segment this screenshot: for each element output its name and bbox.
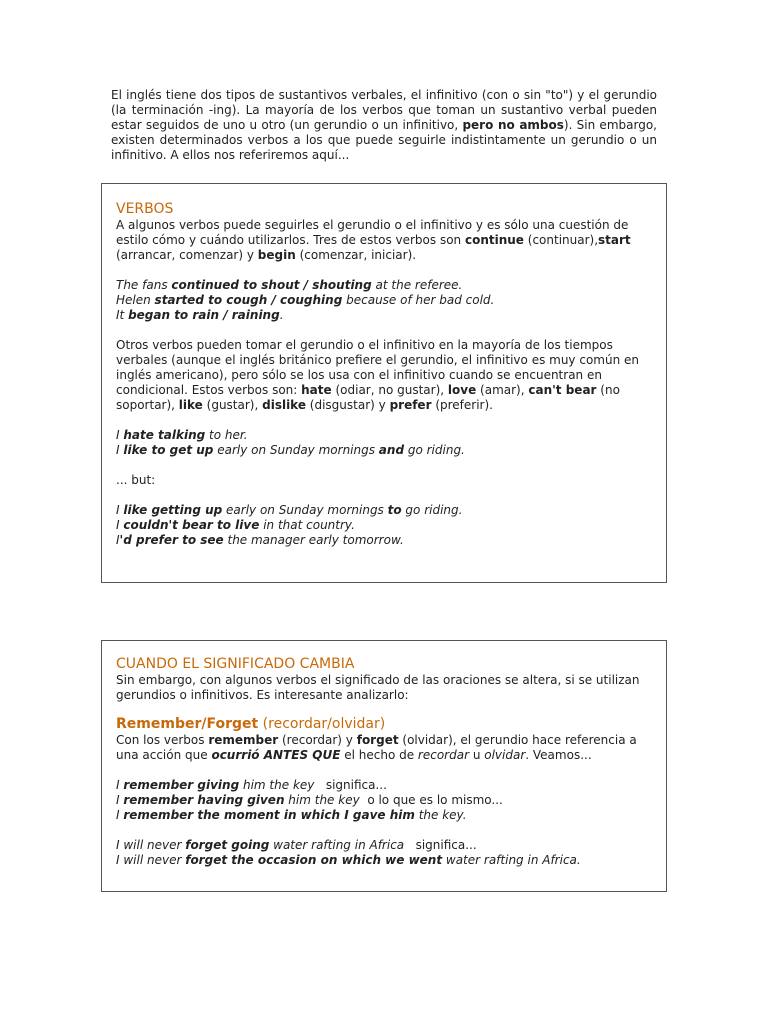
- text: I: [116, 808, 124, 822]
- example-verb: couldn't bear to live: [123, 518, 260, 532]
- significado-paragraph-1: Sin embargo, con algunos verbos el significado de las oraciones se altera, si se utilizan gerundios o infinitivos. Es interesante analizarlo:: [116, 673, 640, 702]
- example-line: [116, 428, 654, 443]
- text: (odiar, no gustar),: [331, 383, 448, 397]
- text: . Veamos...: [525, 748, 592, 762]
- verbos-box: [101, 183, 667, 583]
- example-line: [116, 808, 654, 823]
- text: Otros verbos pueden tomar el gerundio o el infinitivo en la mayoría de los tiempos verbales (aunque el inglés británico prefiere el gerundio, el infinitivo es muy común en inglés americano), pero sólo se los usa con el infinitivo cuando se encuentran en condicional. Estos verbos son:: [116, 338, 639, 397]
- example-line: [116, 778, 654, 793]
- example-verb: 'd prefer to see: [119, 533, 224, 547]
- verbos-paragraph-2: [116, 338, 654, 413]
- example-verb: began to rain / raining: [128, 308, 280, 322]
- text: (preferir).: [431, 398, 493, 412]
- text: I: [116, 533, 120, 547]
- text: go riding.: [404, 443, 465, 457]
- significado-paragraph-2: [116, 733, 654, 763]
- example-line: [116, 293, 654, 308]
- text: The fans: [116, 278, 172, 292]
- text: (amar),: [476, 383, 529, 397]
- text: the manager early tomorrow.: [223, 533, 404, 547]
- text: I: [116, 793, 124, 807]
- text: I will never: [116, 853, 186, 867]
- verb-dislike: dislike: [262, 398, 306, 412]
- text: (disgustar) y: [305, 398, 390, 412]
- text: el hecho de: [340, 748, 418, 762]
- example-line: [116, 503, 654, 518]
- text: I: [116, 518, 124, 532]
- example-verb: remember the moment in which I gave him: [123, 808, 415, 822]
- example-line: [116, 853, 654, 868]
- text: water rafting in Africa: [269, 838, 405, 852]
- text: (recordar) y: [278, 733, 357, 747]
- intro-emphasis: pero no ambos: [462, 118, 564, 132]
- example-line: [116, 518, 654, 533]
- verb-begin: begin: [257, 248, 296, 262]
- text: It: [116, 308, 129, 322]
- text: .: [279, 308, 284, 322]
- remember-forget-heading: [116, 715, 654, 733]
- verb-start: start: [598, 233, 631, 247]
- example-verb: forget going: [185, 838, 270, 852]
- example-connector: and: [378, 443, 405, 457]
- text: to her.: [205, 428, 248, 442]
- text: early on Sunday mornings: [213, 443, 379, 457]
- significado-box: [101, 640, 667, 892]
- example-line: [116, 278, 654, 293]
- verb-like: like: [178, 398, 203, 412]
- text: I: [116, 503, 124, 517]
- text: I: [116, 778, 124, 792]
- intro-text: El inglés tiene dos tipos de sustantivos verbales, el infinitivo (con o sin "to") y el gerundio (la terminación -ing). La mayoría de los verbos que toman un sustantivo verbal pueden estar seguidos de uno u otro (un gerundio o un infinitivo,: [111, 88, 657, 132]
- text: water rafting in Africa.: [442, 853, 581, 867]
- text: Helen: [116, 293, 155, 307]
- example-verb: like to get up: [123, 443, 214, 457]
- text: (comenzar, iniciar).: [295, 248, 417, 262]
- example-verb: remember giving: [123, 778, 240, 792]
- example-line: [116, 838, 654, 853]
- text: u: [469, 748, 485, 762]
- italic-recordar: recordar: [417, 748, 470, 762]
- italic-olvidar: olvidar: [484, 748, 526, 762]
- text: I will never: [116, 838, 186, 852]
- text: him the key: [284, 793, 360, 807]
- text: A algunos verbos puede seguirles el gerundio o el infinitivo y es sólo una cuestión de estilo cómo y cuándo utilizarlos. Tres de estos verbos son: [116, 218, 629, 247]
- intro-text-2: ). Sin embargo, existen determinados verbos a los que puede seguirle indistintamente un gerundio o un infinitivo. A ellos nos referiremos aquí...: [111, 118, 657, 162]
- verb-cant-bear: can't bear: [528, 383, 597, 397]
- example-verb: forget the occasion on which we went: [185, 853, 443, 867]
- text: him the key: [239, 778, 315, 792]
- subheading-light: (recordar/olvidar): [258, 716, 386, 732]
- subheading-bold: Remember/Forget: [116, 716, 259, 732]
- example-verb: like getting up: [123, 503, 223, 517]
- verb-continue: continue: [464, 233, 524, 247]
- verbos-heading: VERBOS: [116, 201, 174, 217]
- text: in that country.: [259, 518, 355, 532]
- verb-hate: hate: [301, 383, 332, 397]
- text: I: [116, 428, 124, 442]
- text: early on Sunday mornings: [222, 503, 388, 517]
- example-line: [116, 443, 654, 458]
- text: (gustar),: [202, 398, 263, 412]
- example-line: [116, 533, 654, 548]
- emphasis-antes-que: ocurrió ANTES QUE: [211, 748, 341, 762]
- significado-heading: CUANDO EL SIGNIFICADO CAMBIA: [116, 656, 355, 672]
- verb-love: love: [447, 383, 477, 397]
- example-connector: to: [387, 503, 402, 517]
- text: (no soportar),: [116, 383, 620, 412]
- text: the key.: [414, 808, 467, 822]
- example-line: [116, 793, 654, 808]
- example-verb: hate talking: [123, 428, 206, 442]
- verb-prefer: prefer: [389, 398, 432, 412]
- text: Con los verbos: [116, 733, 209, 747]
- verb-forget: forget: [356, 733, 399, 747]
- text: (continuar),: [523, 233, 599, 247]
- text: (arrancar, comenzar) y: [116, 248, 258, 262]
- example-verb: started to cough / coughing: [154, 293, 343, 307]
- but-text: ... but:: [116, 473, 156, 487]
- text: significa...: [314, 778, 387, 792]
- text: o lo que es lo mismo...: [359, 793, 503, 807]
- text: go riding.: [401, 503, 463, 517]
- intro-paragraph: [111, 88, 657, 163]
- text: significa...: [404, 838, 477, 852]
- text: (olvidar), el gerundio hace referencia a una acción que: [116, 733, 637, 762]
- verbos-paragraph-1: [116, 218, 654, 263]
- verb-remember: remember: [208, 733, 279, 747]
- example-verb: continued to shout / shouting: [171, 278, 372, 292]
- text: I: [116, 443, 124, 457]
- text: because of her bad cold.: [342, 293, 495, 307]
- example-line: [116, 308, 654, 323]
- example-verb: remember having given: [123, 793, 285, 807]
- text: at the referee.: [371, 278, 463, 292]
